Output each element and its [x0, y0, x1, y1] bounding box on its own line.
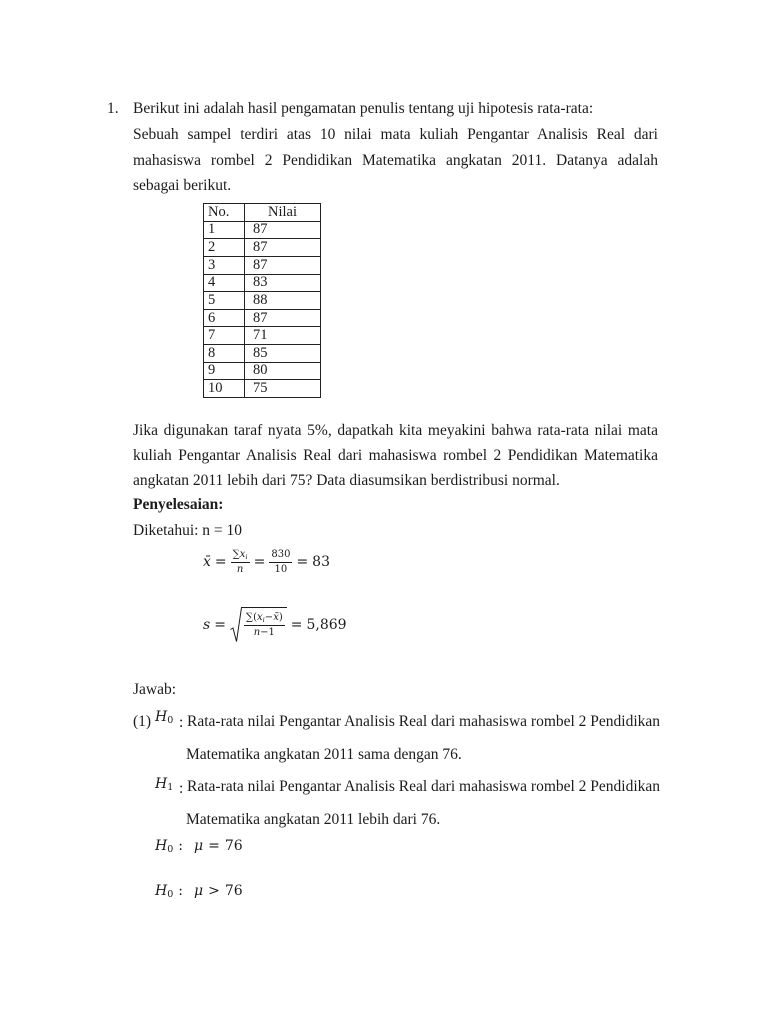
- paragraph-line: angkatan 2011 lebih dari 75? Data diasumsikan berdistribusi normal.: [133, 472, 560, 489]
- table-row: [204, 274, 321, 292]
- table-row: [204, 380, 321, 398]
- subscript-i: i: [245, 552, 248, 561]
- cell-nilai: 87: [245, 221, 321, 239]
- h0-colon: :: [179, 714, 184, 731]
- cell-no: 10: [204, 380, 245, 398]
- cell-no: 1: [204, 221, 245, 239]
- cell-nilai: 83: [245, 274, 321, 292]
- hypothesis-symbol: H: [155, 709, 168, 725]
- paragraph-line: Sebuah sampel terdiri atas 10 nilai mata kuliah Pengantar Analisis Real dari: [133, 126, 658, 143]
- fraction-denominator: n: [236, 563, 244, 575]
- table-row: [204, 345, 321, 363]
- h0-text-line1: Rata-rata nilai Pengantar Analisis Real dari mahasiswa rombel 2 Pendidikan: [187, 713, 661, 730]
- h1-text-line2: Matematika angkatan 2011 lebih dari 76.: [186, 811, 441, 828]
- mu-symbol: μ: [194, 838, 204, 854]
- h1-label: [155, 772, 173, 796]
- hypothesis-subscript: 0: [167, 714, 174, 726]
- close-paren: ): [278, 612, 283, 623]
- fraction-sum-over-n: [231, 549, 250, 576]
- hypothesis-symbol: H: [155, 883, 168, 899]
- fraction-numerator: 830: [269, 549, 292, 563]
- hypothesis-symbol: H: [155, 838, 168, 854]
- table-row: [204, 221, 321, 239]
- cell-no: 4: [204, 274, 245, 292]
- fraction-numerator: [244, 612, 285, 626]
- colon: :: [178, 883, 183, 899]
- statistical-hypothesis: [155, 879, 243, 903]
- variable-n: n: [253, 627, 261, 638]
- sample-paragraph: [133, 122, 658, 199]
- cell-nilai: 87: [245, 239, 321, 257]
- cell-nilai: 80: [245, 362, 321, 380]
- h1-colon: :: [179, 780, 184, 797]
- sum-symbol: ∑: [232, 548, 240, 560]
- cell-no: 2: [204, 239, 245, 257]
- hypothesis-subscript: 0: [167, 888, 174, 900]
- table-row: [204, 362, 321, 380]
- cell-no: 3: [204, 256, 245, 274]
- cell-no: 9: [204, 362, 245, 380]
- greater-than-sign: >: [208, 883, 220, 899]
- h0-label: [155, 705, 173, 729]
- equals-sign: =: [253, 554, 266, 570]
- variable-x: x: [256, 612, 263, 623]
- question-paragraph: [133, 418, 658, 493]
- cell-nilai: 88: [245, 292, 321, 310]
- paragraph-line: Jika digunakan taraf nyata 5%, dapatkah kita meyakini bahwa rata-rata nilai mata: [133, 422, 658, 439]
- cell-no: 6: [204, 309, 245, 327]
- sd-formula: [203, 607, 347, 643]
- solution-heading: Penyelesaian:: [133, 496, 224, 513]
- radicand: [242, 607, 287, 643]
- cell-no: 5: [204, 292, 245, 310]
- table-row: [204, 309, 321, 327]
- paragraph-line: kuliah Pengantar Analisis Real dari mahasiswa rombel 2 Pendidikan Matematika: [133, 447, 658, 464]
- equals-sign: =: [208, 838, 220, 854]
- equals-sign: =: [214, 554, 227, 570]
- table-row: [204, 327, 321, 345]
- equals-sign: =: [296, 554, 309, 570]
- paragraph-line: mahasiswa rombel 2 Pendidikan Matematika angkatan 2011. Datanya adalah: [133, 151, 658, 169]
- subscript-i: i: [262, 616, 265, 625]
- fraction-denominator: 10: [274, 563, 288, 575]
- item-number: 1.: [107, 100, 119, 117]
- variable-x: x: [239, 548, 246, 560]
- cell-nilai: 85: [245, 345, 321, 363]
- equals-sign: =: [290, 617, 303, 633]
- fraction-numerator: [231, 549, 250, 563]
- hypothesis-value: 76: [224, 838, 243, 854]
- column-header-nilai: Nilai: [245, 204, 321, 222]
- cell-nilai: 87: [245, 309, 321, 327]
- statistical-hypothesis: [155, 834, 243, 858]
- hypothesis-symbol: H: [155, 776, 168, 792]
- sum-symbol: ∑: [245, 612, 254, 623]
- data-table: [203, 203, 321, 398]
- table-row: [204, 256, 321, 274]
- sd-result: 5,869: [306, 617, 347, 633]
- table-row: [204, 292, 321, 310]
- equals-sign: =: [214, 617, 226, 633]
- sd-symbol: s: [203, 617, 211, 633]
- column-header-no: No.: [204, 204, 245, 222]
- square-root: [230, 607, 287, 643]
- answer-label: Jawab:: [133, 681, 177, 698]
- cell-nilai: 75: [245, 380, 321, 398]
- hypothesis-value: 76: [224, 883, 243, 899]
- mean-result: 83: [312, 554, 330, 570]
- table-row: [204, 239, 321, 257]
- mean-formula: [203, 547, 330, 577]
- mu-symbol: μ: [194, 883, 204, 899]
- cell-no: 7: [204, 327, 245, 345]
- intro-text: Berikut ini adalah hasil pengamatan penulis tentang uji hipotesis rata-rata:: [133, 100, 594, 117]
- fraction-830-over-10: [269, 549, 292, 576]
- hypothesis-number: (1): [133, 713, 152, 730]
- variance-fraction: [244, 612, 285, 639]
- table-header-row: [204, 204, 321, 222]
- hypothesis-subscript: 1: [167, 781, 174, 793]
- known-line: Diketahui: n = 10: [133, 522, 243, 539]
- colon: :: [178, 838, 183, 854]
- open-paren: (: [253, 612, 257, 623]
- hypothesis-subscript: 0: [167, 843, 174, 855]
- h1-text-line1: Rata-rata nilai Pengantar Analisis Real dari mahasiswa rombel 2 Pendidikan: [187, 778, 661, 795]
- minus-one: −1: [260, 627, 275, 638]
- cell-nilai: 71: [245, 327, 321, 345]
- mean-symbol: x̄: [203, 554, 211, 570]
- cell-no: 8: [204, 345, 245, 363]
- radical-sign-icon: [230, 607, 242, 643]
- paragraph-line: sebagai berikut.: [133, 177, 232, 194]
- cell-nilai: 87: [245, 256, 321, 274]
- minus-sign: −: [264, 612, 274, 623]
- h0-text-line2: Matematika angkatan 2011 sama dengan 76.: [186, 746, 462, 763]
- mean-symbol: x̄: [273, 612, 279, 623]
- fraction-denominator: [254, 626, 275, 639]
